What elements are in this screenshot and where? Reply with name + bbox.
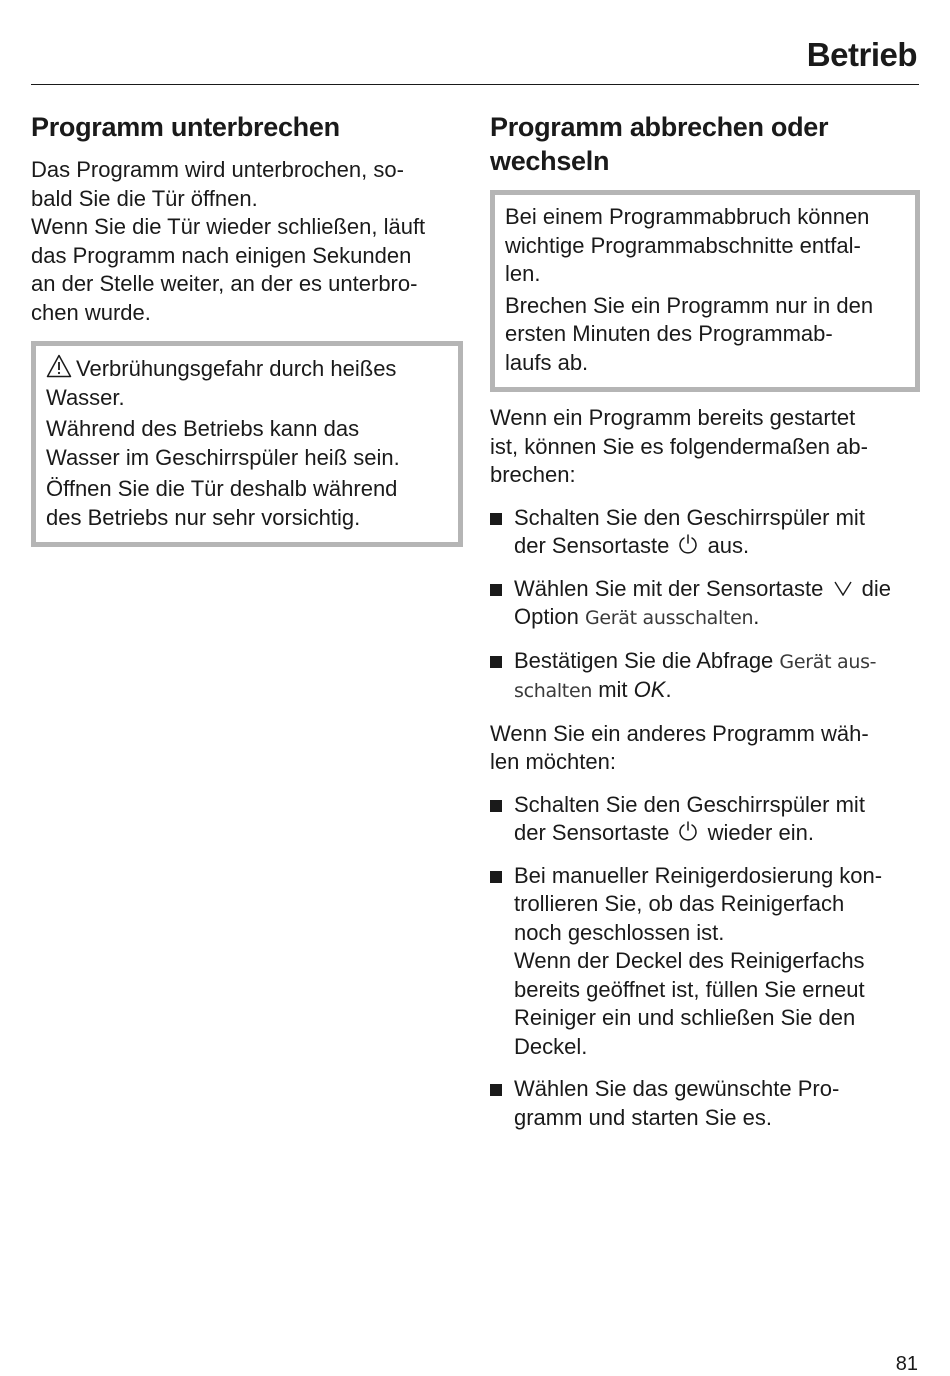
step-text: Wählen Sie mit der Sensortaste <box>514 575 824 601</box>
note-text-2: Brechen Sie ein Programm nur in den ersten Minuten des Programmab- laufs ab. <box>505 292 874 375</box>
page-header <box>31 36 919 85</box>
change-intro: Wenn Sie ein anderes Programm wäh- len möchten: <box>490 720 869 774</box>
warning-triangle-icon <box>46 354 72 378</box>
bullet-square-icon <box>490 800 502 812</box>
page-number: 81 <box>895 1353 918 1375</box>
warning-text-1: Während des Betriebs kann das Wasser im Geschirrspüler heiß sein. <box>46 416 400 470</box>
step-text: die Option <box>514 575 891 629</box>
section-title: Betrieb <box>806 36 917 73</box>
note-text-1: Bei einem Programmabbruch können wichtige Programmabschnitte entfal- len. <box>505 204 870 286</box>
chevron-down-icon <box>832 580 854 596</box>
heading-programm-abbrechen: Programm abbrechen oder wechseln <box>490 112 829 176</box>
ok-key-label: OK <box>633 677 666 702</box>
step-text: Schalten Sie den Geschirrspüler mit der Sensortaste <box>514 504 865 558</box>
warning-title: Verbrühungsgefahr durch heißes Wasser. <box>46 356 397 410</box>
list-item <box>490 791 920 848</box>
warning-title-paragraph <box>46 354 448 412</box>
step-text: aus. <box>707 533 750 558</box>
list-item <box>490 504 920 561</box>
intro-paragraph-2: Wenn Sie die Tür wieder schließen, läuft das Programm nach einigen Sekunden an der Stelle weiter, an der es unterbro- chen wurde. <box>31 214 426 325</box>
abort-steps-list <box>490 504 920 706</box>
list-item <box>490 575 920 633</box>
bullet-square-icon <box>490 1084 502 1096</box>
change-steps-list <box>490 791 920 1133</box>
right-column <box>490 110 920 1146</box>
step-text: Bestätigen Sie die Abfrage <box>514 647 774 673</box>
step-text: Schalten Sie den Geschirrspüler mit der Sensortaste <box>514 791 865 845</box>
list-item <box>490 1075 920 1132</box>
step-text: Wählen Sie das gewünschte Pro- gramm und starten Sie es. <box>514 1076 840 1130</box>
display-text: Gerät ausschalten <box>584 607 754 629</box>
power-icon <box>677 820 699 842</box>
intro-paragraph-1: Das Programm wird unterbrochen, so- bald Sie die Tür öffnen. <box>31 157 404 211</box>
note-box <box>490 190 920 392</box>
warning-text-2: Öffnen Sie die Tür deshalb während des Betriebs nur sehr vorsichtig. <box>46 476 398 530</box>
warning-box <box>31 341 463 547</box>
step-text: . <box>665 677 672 702</box>
step-text: wieder ein. <box>707 820 814 845</box>
left-column <box>31 110 463 547</box>
list-item <box>490 647 920 706</box>
step-text: mit <box>598 677 628 702</box>
step-text: . <box>753 604 760 629</box>
abort-intro: Wenn ein Programm bereits gestartet ist, können Sie es folgendermaßen ab- brechen: <box>490 405 868 487</box>
bullet-square-icon <box>490 584 502 596</box>
list-item <box>490 862 920 1062</box>
display-text: Gerät aus- schalten <box>514 650 877 702</box>
power-icon <box>677 533 699 555</box>
bullet-square-icon <box>490 513 502 525</box>
bullet-square-icon <box>490 871 502 883</box>
step-text: Bei manueller Reinigerdosierung kon- trollieren Sie, ob das Reinigerfach noch geschlossen ist. Wenn der Deckel des Reinigerfachs bereits geöffnet ist, füllen Sie erneut Reiniger ein und schließen Sie den Deckel. <box>514 862 883 1059</box>
heading-programm-unterbrechen: Programm unterbrechen <box>31 112 340 142</box>
bullet-square-icon <box>490 656 502 668</box>
